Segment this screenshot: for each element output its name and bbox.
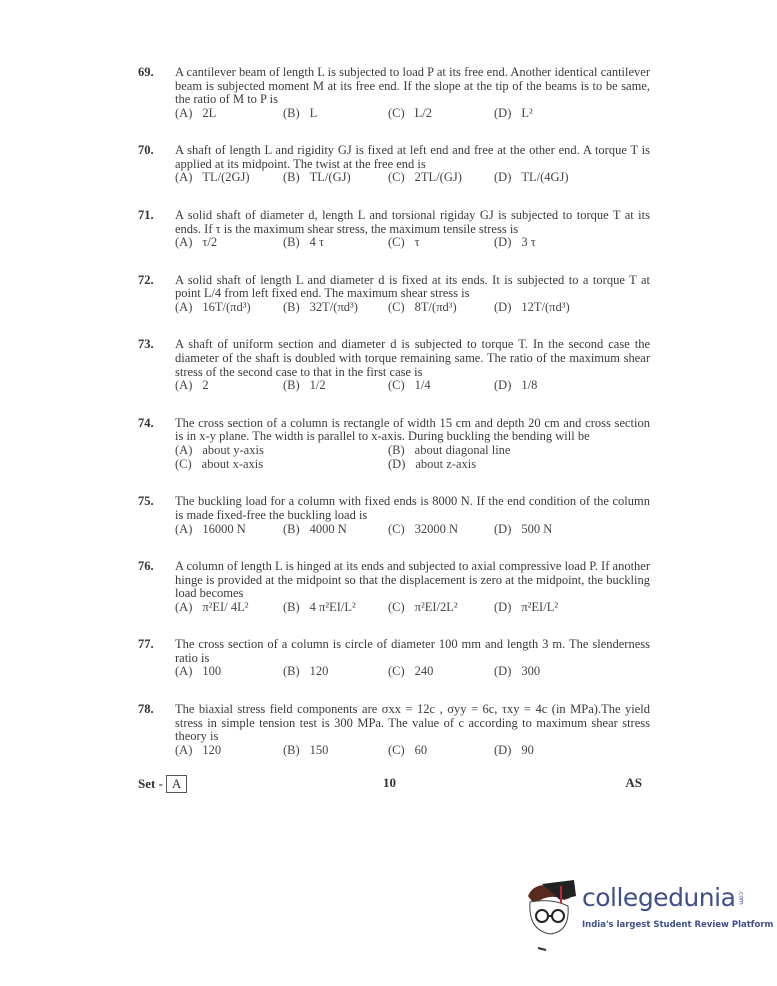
option-label: (C) xyxy=(388,299,405,314)
option-label: (D) xyxy=(388,456,406,471)
options-row xyxy=(175,665,650,679)
option-label: (B) xyxy=(283,742,300,757)
option-label: (B) xyxy=(283,235,300,250)
page-footer xyxy=(138,775,642,793)
option-label: (D) xyxy=(494,742,512,757)
options-row xyxy=(175,301,650,315)
question-number: 78. xyxy=(138,701,154,716)
option-value: about diagonal line xyxy=(414,442,511,457)
question-text: A shaft of uniform section and diameter d is subjected to torque T. In the second case the diameter of the shaft is doubled with torque remaining same. The ratio of the maximum shear stress of the second case to that in the first case is xyxy=(175,337,650,379)
option-value: 500 N xyxy=(521,521,553,536)
option-value: L² xyxy=(521,105,533,120)
option-label: (A) xyxy=(175,235,193,250)
option-label: (D) xyxy=(494,378,512,393)
page-number: 10 xyxy=(383,775,396,791)
option-b xyxy=(283,523,347,537)
option-c xyxy=(388,665,433,679)
option-value: 1/8 xyxy=(521,378,538,393)
option-label: (A) xyxy=(175,105,193,120)
question-76 xyxy=(138,560,650,615)
option-d xyxy=(494,665,540,679)
option-value: 120 xyxy=(309,664,329,679)
options-row xyxy=(175,379,650,393)
option-a xyxy=(175,236,217,250)
option-label: (D) xyxy=(494,170,512,185)
logo-domain: .com xyxy=(737,890,745,905)
option-label: (A) xyxy=(175,599,193,614)
option-c xyxy=(388,379,431,393)
question-72 xyxy=(138,274,650,315)
question-text: The biaxial stress field components are σxx = 12c , σyy = 6c, τxy = 4c (in MPa).The yield stress in simple tension test is 300 MPa. The value of c according to maximum shear stress theory is xyxy=(175,701,650,744)
option-b xyxy=(283,665,328,679)
option-label: (C) xyxy=(388,378,405,393)
option-value: 1/2 xyxy=(309,378,326,393)
question-number: 72. xyxy=(138,272,154,287)
logo-wordmark: collegedunia xyxy=(582,883,736,912)
option-d xyxy=(494,171,569,185)
options-row xyxy=(175,107,650,121)
option-value: 150 xyxy=(309,742,329,757)
options-row xyxy=(175,601,650,615)
option-d xyxy=(494,744,534,758)
option-label: (B) xyxy=(283,170,300,185)
option-value: 100 xyxy=(202,664,222,679)
option-value: about z-axis xyxy=(415,456,477,471)
question-number: 71. xyxy=(138,207,154,222)
option-label: (D) xyxy=(494,599,512,614)
option-value: TL/(2GJ) xyxy=(202,170,250,185)
option-a xyxy=(175,301,251,315)
option-label: (C) xyxy=(388,170,405,185)
option-label: (A) xyxy=(175,664,193,679)
option-label: (B) xyxy=(283,299,300,314)
question-number: 74. xyxy=(138,415,154,430)
option-value: about x-axis xyxy=(201,456,264,471)
option-value: 60 xyxy=(414,742,428,757)
option-label: (D) xyxy=(494,105,512,120)
option-c xyxy=(388,744,427,758)
question-78 xyxy=(138,703,650,758)
option-value: 12T/(πd³) xyxy=(521,299,570,314)
option-value: TL/(GJ) xyxy=(309,170,351,185)
logo-tagline: India's largest Student Review Platform xyxy=(582,920,774,930)
option-value: 90 xyxy=(521,742,534,757)
option-value: 4 τ xyxy=(309,235,325,250)
options-row xyxy=(175,171,650,185)
option-value: 2 xyxy=(202,378,209,393)
option-label: (B) xyxy=(283,599,300,614)
option-c xyxy=(388,107,432,121)
options-row xyxy=(175,744,650,758)
logo-text xyxy=(582,882,773,930)
option-value: 4000 N xyxy=(309,521,347,536)
option-label: (B) xyxy=(283,378,300,393)
option-label: (B) xyxy=(283,521,300,536)
option-value: L xyxy=(309,105,318,120)
question-text: A solid shaft of length L and diameter d is fixed at its ends. It is subjected to a torque T at point L/4 from left fixed end. The maximum shear stress is xyxy=(175,272,650,301)
option-label: (C) xyxy=(388,105,405,120)
option-label: (C) xyxy=(388,521,405,536)
option-label: (C) xyxy=(388,235,405,250)
option-c xyxy=(388,301,457,315)
option-value: 120 xyxy=(202,742,222,757)
option-value: π²EI/L² xyxy=(521,599,559,614)
question-number: 76. xyxy=(138,559,154,573)
option-label: (A) xyxy=(175,742,193,757)
option-c xyxy=(388,171,462,185)
option-d xyxy=(494,301,570,315)
option-value: 2TL/(GJ) xyxy=(414,170,462,185)
question-text: A cantilever beam of length L is subjected to load P at its free end. Another identical cantilever beam is subjected moment M at its free end. If the slope at the tip of the beams is to be same, the ratio of M to P is xyxy=(175,65,650,107)
option-c xyxy=(388,236,420,250)
options-row xyxy=(175,458,650,472)
question-73 xyxy=(138,338,650,393)
option-value: 8T/(πd³) xyxy=(414,299,457,314)
option-a xyxy=(175,107,216,121)
option-label: (A) xyxy=(175,442,193,457)
option-label: (D) xyxy=(494,521,512,536)
option-value: 1/4 xyxy=(414,378,431,393)
option-c xyxy=(175,458,263,472)
question-text: The cross section of a column is circle of diameter 100 mm and length 3 m. The slenderness ratio is xyxy=(175,637,650,665)
question-text: The buckling load for a column with fixed ends is 8000 N. If the end condition of the column is made fixed-free the buckling load is xyxy=(175,494,650,522)
option-value: π²EI/ 4L² xyxy=(202,599,249,614)
option-label: (B) xyxy=(388,442,405,457)
option-value: 4 π²EI/L² xyxy=(309,599,356,614)
option-label: (D) xyxy=(494,235,512,250)
option-value: 300 xyxy=(521,664,541,679)
paper-code: AS xyxy=(625,775,642,791)
set-label: Set - xyxy=(138,776,163,792)
option-label: (A) xyxy=(175,378,193,393)
option-label: (C) xyxy=(175,456,192,471)
logo-wordmark-row xyxy=(582,882,773,914)
option-value: τ/2 xyxy=(202,235,218,250)
option-b xyxy=(283,171,351,185)
option-value: about y-axis xyxy=(202,442,264,457)
option-b xyxy=(283,236,324,250)
set-indicator xyxy=(138,775,187,793)
option-value: 240 xyxy=(414,664,434,679)
option-label: (C) xyxy=(388,599,405,614)
page-content xyxy=(138,66,650,793)
mascot-icon xyxy=(520,878,582,953)
option-d xyxy=(494,523,552,537)
option-c xyxy=(388,601,458,615)
option-a xyxy=(175,379,209,393)
collegedunia-logo xyxy=(520,878,774,953)
options-row xyxy=(175,236,650,250)
option-value: τ xyxy=(414,235,420,250)
question-text: A column of length L is hinged at its ends and subjected to axial compressive load P. If another hinge is provided at the midpoint so that the displacement is zero at the midpoint, the buckling load becomes xyxy=(175,559,650,601)
question-77 xyxy=(138,638,650,679)
option-value: 16T/(πd³) xyxy=(202,299,251,314)
question-74 xyxy=(138,417,650,472)
question-number: 70. xyxy=(138,143,154,158)
option-value: 3 τ xyxy=(521,235,536,250)
question-69 xyxy=(138,66,650,121)
option-a xyxy=(175,444,264,458)
option-label: (A) xyxy=(175,299,193,314)
option-a xyxy=(175,744,221,758)
question-text: The cross section of a column is rectangle of width 15 cm and depth 20 cm and cross section is in x-y plane. The width is parallel to x-axis. During buckling the bending will be xyxy=(175,415,650,444)
option-a xyxy=(175,523,246,537)
option-label: (A) xyxy=(175,521,193,536)
option-value: 32000 N xyxy=(414,521,459,536)
question-71 xyxy=(138,209,650,250)
option-value: π²EI/2L² xyxy=(414,599,458,614)
option-value: 32T/(πd³) xyxy=(309,299,358,314)
question-text: A shaft of length L and rigidity GJ is fixed at left end and free at the other end. A torque T is applied at its midpoint. The twist at the free end is xyxy=(175,143,650,171)
options-row xyxy=(175,444,650,458)
option-label: (D) xyxy=(494,664,512,679)
option-a xyxy=(175,171,250,185)
question-75 xyxy=(138,495,650,536)
option-value: TL/(4GJ) xyxy=(521,170,569,185)
option-b xyxy=(283,107,317,121)
option-value: L/2 xyxy=(414,105,433,120)
option-d xyxy=(388,458,476,472)
option-value: 2L xyxy=(202,105,217,120)
option-label: (B) xyxy=(283,664,300,679)
option-b xyxy=(283,301,358,315)
option-a xyxy=(175,665,221,679)
option-d xyxy=(494,107,533,121)
option-label: (C) xyxy=(388,742,405,757)
question-70 xyxy=(138,144,650,185)
question-number: 69. xyxy=(138,65,154,79)
option-b xyxy=(283,601,356,615)
option-d xyxy=(494,601,558,615)
option-label: (D) xyxy=(494,299,512,314)
option-b xyxy=(283,379,326,393)
option-b xyxy=(388,444,510,458)
question-number: 75. xyxy=(138,494,154,509)
question-number: 77. xyxy=(138,637,154,652)
option-c xyxy=(388,523,458,537)
options-row xyxy=(175,523,650,537)
question-number: 73. xyxy=(138,337,154,352)
question-list xyxy=(138,66,650,758)
set-value-box: A xyxy=(166,775,187,793)
option-label: (C) xyxy=(388,664,405,679)
question-text: A solid shaft of diameter d, length L and torsional rigiday GJ is subjected to torque T at its ends. If τ is the maximum shear stress, the maximum tensile stress is xyxy=(175,207,650,236)
option-d xyxy=(494,379,537,393)
option-label: (A) xyxy=(175,170,193,185)
option-a xyxy=(175,601,248,615)
option-value: 16000 N xyxy=(202,521,246,536)
option-b xyxy=(283,744,328,758)
option-d xyxy=(494,236,536,250)
option-label: (B) xyxy=(283,105,300,120)
